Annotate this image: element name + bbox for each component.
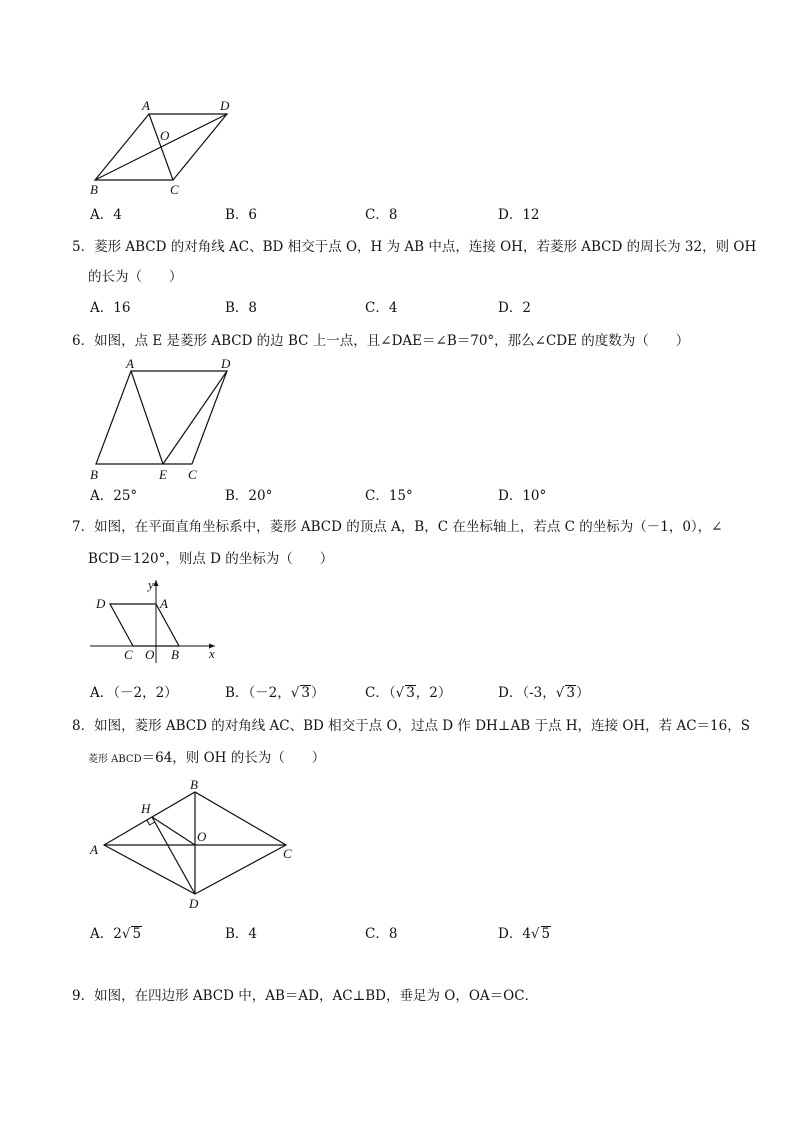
- q7-option-c-post: ，2）: [415, 685, 452, 701]
- q7-option-c-pre: C．（: [365, 685, 396, 701]
- q7-label-o: O: [145, 647, 155, 662]
- q5-option-b[interactable]: B．8: [225, 300, 258, 316]
- q6-label-b: B: [90, 467, 98, 482]
- q7-options: [90, 683, 690, 703]
- q5-option-a[interactable]: A．16: [90, 300, 131, 316]
- q6-option-d[interactable]: D．10°: [498, 488, 547, 504]
- q7-question-line1: 7．如图，在平面直角坐标系中，菱形 ABCD 的顶点 A，B，C 在坐标轴上，若点 C 的坐标为（－1，0），∠: [72, 519, 723, 535]
- q8-label-a: A: [90, 842, 98, 857]
- q4-rhombus-diagram: [80, 95, 250, 205]
- sqrt-icon: √: [395, 685, 405, 701]
- q8-label-d: D: [189, 896, 199, 911]
- sqrt-icon: √: [530, 926, 540, 942]
- q6-label-c: C: [188, 467, 197, 482]
- q8-question-line1: 8．如图，菱形 ABCD 的对角线 AC、BD 相交于点 O，过点 D 作 DH⊥AB 于点 H，连接 OH，若 AC＝16，S: [72, 718, 750, 734]
- q6-label-d: D: [221, 356, 231, 371]
- q4-option-d[interactable]: D．12: [498, 207, 540, 223]
- q7-figure: [85, 575, 230, 665]
- q7-option-d-radicand: 3: [566, 685, 575, 701]
- q7-label-a: A: [160, 596, 168, 611]
- q7-option-b[interactable]: [225, 683, 324, 703]
- q4-option-b[interactable]: B．6: [225, 207, 258, 223]
- q4-option-a[interactable]: A．4: [90, 207, 122, 223]
- q6-option-c[interactable]: C．15°: [365, 488, 413, 504]
- q8-option-c[interactable]: C．8: [365, 926, 398, 942]
- q6-label-a: A: [126, 356, 134, 371]
- q8-option-a[interactable]: [90, 924, 142, 944]
- q7-label-x: x: [209, 646, 215, 661]
- q7-option-c[interactable]: [365, 683, 451, 703]
- q7-option-b-post: ）: [310, 685, 325, 701]
- sqrt-icon: √: [290, 685, 300, 701]
- q8-option-a-radicand: 5: [132, 926, 142, 942]
- q8-rhombus-diagram: [85, 775, 305, 915]
- q6-figure: [85, 355, 245, 485]
- q7-option-b-radicand: 3: [301, 685, 310, 701]
- q8-options: [90, 924, 690, 944]
- q7-option-b-pre: B．（－2，: [225, 685, 291, 701]
- q8-question-line2-post: ＝64，则 OH 的长为（ ）: [141, 750, 326, 766]
- q8-label-h: H: [141, 801, 151, 816]
- q4-label-a: A: [142, 98, 150, 113]
- q8-option-b[interactable]: B．4: [225, 926, 258, 942]
- q7-coordinate-diagram: [85, 575, 230, 665]
- q7-label-d: D: [96, 596, 106, 611]
- q5-options: [90, 298, 690, 318]
- q7-option-d[interactable]: [498, 683, 589, 703]
- q7-question-line2: BCD＝120°，则点 D 的坐标为（ ）: [88, 551, 334, 567]
- q8-figure: [85, 775, 305, 915]
- q8-label-o: O: [197, 829, 207, 844]
- q6-option-a[interactable]: A．25°: [90, 488, 138, 504]
- q4-figure: [80, 95, 250, 205]
- q8-label-b: B: [190, 777, 198, 792]
- q8-area-subscript: 菱形 ABCD: [88, 754, 142, 765]
- q5-option-d[interactable]: D．2: [498, 300, 531, 316]
- sqrt-icon: √: [555, 685, 565, 701]
- q7-label-c: C: [124, 647, 133, 662]
- q7-option-d-pre: D．（-3，: [498, 685, 556, 701]
- q7-label-y: y: [148, 577, 154, 592]
- q7-option-d-post: ）: [575, 685, 590, 701]
- q6-question-line1: 6．如图，点 E 是菱形 ABCD 的边 BC 上一点，且∠DAE＝∠B＝70°，那么∠CDE 的度数为（ ）: [72, 333, 690, 349]
- q8-option-d[interactable]: [498, 924, 551, 944]
- q8-question-line2: [88, 748, 325, 770]
- q5-question-line1: 5．菱形 ABCD 的对角线 AC、BD 相交于点 O，H 为 AB 中点，连接 OH，若菱形 ABCD 的周长为 32，则 OH: [72, 239, 757, 255]
- q4-label-b: B: [90, 182, 98, 197]
- q7-option-a[interactable]: A．（－2，2）: [90, 685, 178, 701]
- q4-option-c[interactable]: C．8: [365, 207, 398, 223]
- q8-option-a-pre: A．2: [90, 926, 122, 942]
- q4-label-c: C: [170, 182, 179, 197]
- q7-label-b: B: [171, 647, 179, 662]
- q6-rhombus-diagram: [85, 355, 245, 485]
- q7-option-c-radicand: 3: [406, 685, 415, 701]
- q6-label-e: E: [159, 467, 167, 482]
- q4-label-d: D: [220, 98, 230, 113]
- q8-label-c: C: [283, 846, 292, 861]
- q9-question-line1: 9．如图，在四边形 ABCD 中，AB＝AD，AC⊥BD，垂足为 O，OA＝OC．: [72, 988, 539, 1004]
- q5-option-c[interactable]: C．4: [365, 300, 398, 316]
- q4-label-o: O: [160, 128, 170, 143]
- q5-question-line2: 的长为（ ）: [88, 269, 183, 285]
- q6-option-b[interactable]: B．20°: [225, 488, 273, 504]
- sqrt-icon: √: [121, 926, 131, 942]
- q6-options: [90, 486, 690, 506]
- q4-options: [90, 205, 690, 225]
- q8-option-d-radicand: 5: [541, 926, 551, 942]
- q8-option-d-pre: D．4: [498, 926, 531, 942]
